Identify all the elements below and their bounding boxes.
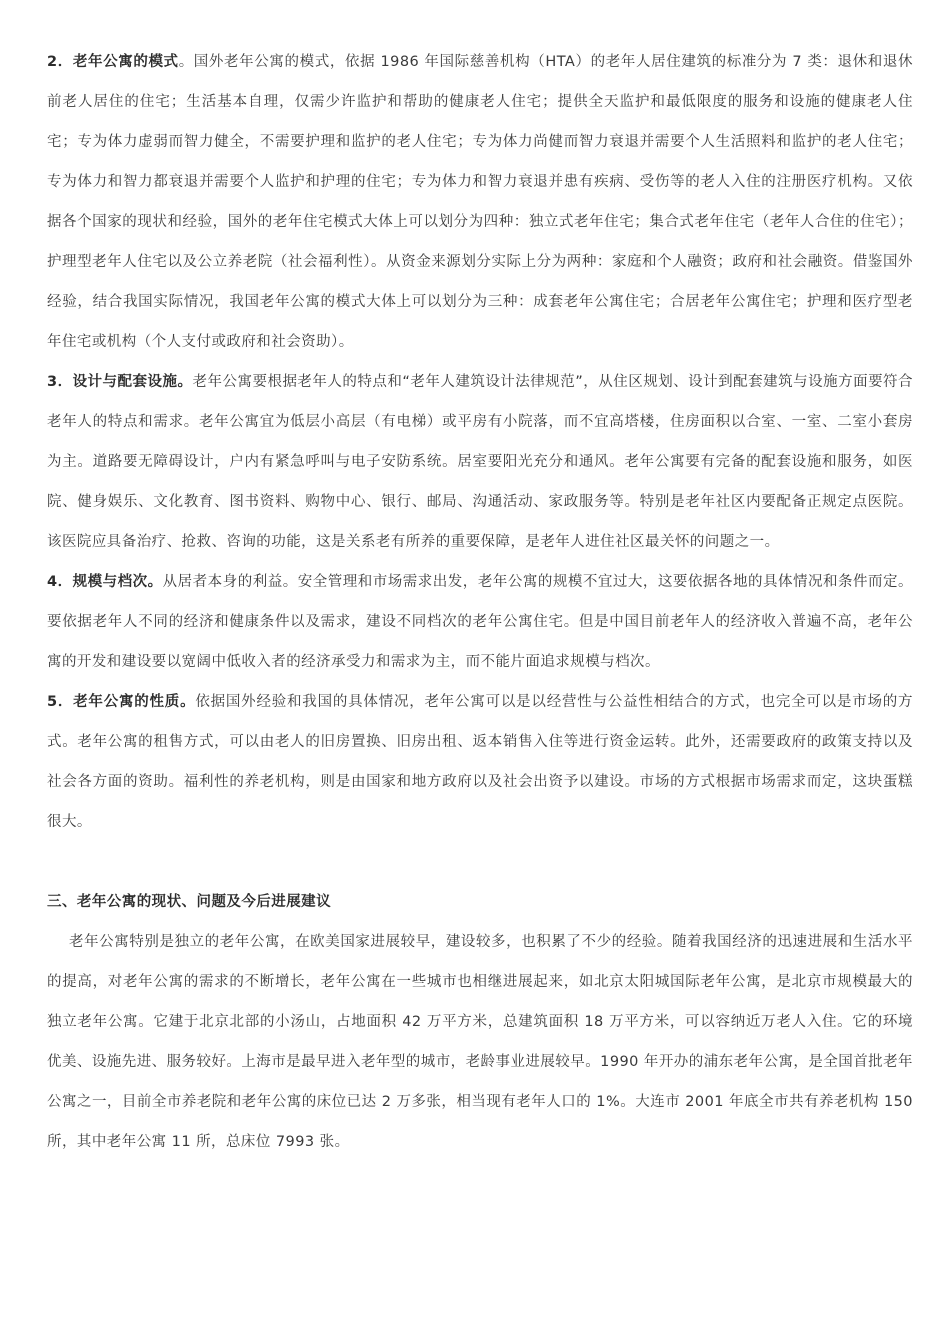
paragraph-text: 从居者本身的利益。安全管理和市场需求出发，老年公寓的规模不宜过大，这要依据各地的具体情况和条件而定。要依据老年人不同的经济和健康条件以及需求，建设不同档次的老年公寓住宅。但是中国目前老年人的经济收入普遍不高，老年公寓的开发和建设要以宽阔中低收入者的经济承受力和需求为主，而不能片面追求规模与档次。 [47, 574, 913, 670]
paragraph [47, 562, 913, 682]
paragraph-lead: 2．老年公寓的模式 [47, 54, 179, 70]
document-page [47, 42, 913, 1162]
section-design-facilities [47, 362, 913, 562]
section-apartment-models [47, 42, 913, 362]
section-scale-grade [47, 562, 913, 682]
section-nature [47, 682, 913, 842]
paragraph [47, 42, 913, 362]
closing-paragraph: 老年公寓特别是独立的老年公寓，在欧美国家进展较早，建设较多，也积累了不少的经验。随着我国经济的迅速进展和生活水平的提高，对老年公寓的需求的不断增长，老年公寓在一些城市也相继进展起来，如北京太阳城国际老年公寓，是北京市规模最大的独立老年公寓。它建于北京北部的小汤山，占地面积 42 万平方米，总建筑面积 18 万平方米，可以容纳近万老人入住。它的环境优美、设施先进、服务较好。上海市是最早进入老年型的城市，老龄事业进展较早。1990 年开办的浦东老年公寓，是全国首批老年公寓之一，目前全市养老院和老年公寓的床位已达 2 万多张，相当现有老年人口的 1%。大连市 2001 年底全市共有养老机构 150 所，其中老年公寓 11 所，总床位 7993 张。 [47, 934, 914, 1150]
paragraph-lead: 4．规模与档次。 [47, 574, 163, 590]
paragraph-text: 。国外老年公寓的模式，依据 1986 年国际慈善机构（HTA）的老年人居住建筑的标准分为 7 类：退休和退休前老人居住的住宅；生活基本自理，仅需少许监护和帮助的健康老人住宅；提供全天监护和最低限度的服务和设施的健康老人住宅；专为体力虚弱而智力健全，不需要护理和监护的老人住宅；专为体力尚健而智力衰退并需要个人生活照料和监护的老人住宅；专为体力和智力都衰退并需要个人监护和护理的住宅；专为体力和智力衰退并患有疾病、受伤等的老人入住的注册医疗机构。又依据各个国家的现状和经验，国外的老年住宅模式大体上可以划分为四种：独立式老年住宅；集合式老年住宅（老年人合住的住宅）；护理型老年人住宅以及公立养老院（社会福利性）。从资金来源划分实际上分为两种：家庭和个人融资；政府和社会融资。借鉴国外经验，结合我国实际情况，我国老年公寓的模式大体上可以划分为三种：成套老年公寓住宅；合居老年公寓住宅；护理和医疗型老年住宅或机构（个人支付或政府和社会资助）。 [47, 54, 913, 350]
paragraph-lead: 5．老年公寓的性质。 [47, 694, 196, 710]
paragraph-lead: 3．设计与配套设施。 [47, 374, 193, 390]
paragraph-text: 老年公寓要根据老年人的特点和“老年人建筑设计法律规范”，从住区规划、设计到配套建筑与设施方面要符合老年人的特点和需求。老年公寓宜为低层小高层（有电梯）或平房有小院落，而不宜高塔楼，住房面积以合室、一室、二室小套房为主。道路要无障碍设计，户内有紧急呼叫与电子安防系统。居室要阳光充分和通风。老年公寓要有完备的配套设施和服务，如医院、健身娱乐、文化教育、图书资料、购物中心、银行、邮局、沟通活动、家政服务等。特别是老年社区内要配备正规定点医院。该医院应具备治疗、抢救、咨询的功能，这是关系老有所养的重要保障，是老年人进住社区最关怀的问题之一。 [47, 374, 913, 550]
paragraph [47, 682, 913, 842]
paragraph [47, 362, 913, 562]
section-heading: 三、老年公寓的现状、问题及今后进展建议 [47, 894, 332, 910]
paragraph-text: 依据国外经验和我国的具体情况，老年公寓可以是以经营性与公益性相结合的方式，也完全可以是市场的方式。老年公寓的租售方式，可以由老人的旧房置换、旧房出租、返本销售入住等进行资金运转。此外，还需要政府的政策支持以及社会各方面的资助。福利性的养老机构，则是由国家和地方政府以及社会出资予以建设。市场的方式根据市场需求而定，这块蛋糕很大。 [47, 694, 913, 830]
